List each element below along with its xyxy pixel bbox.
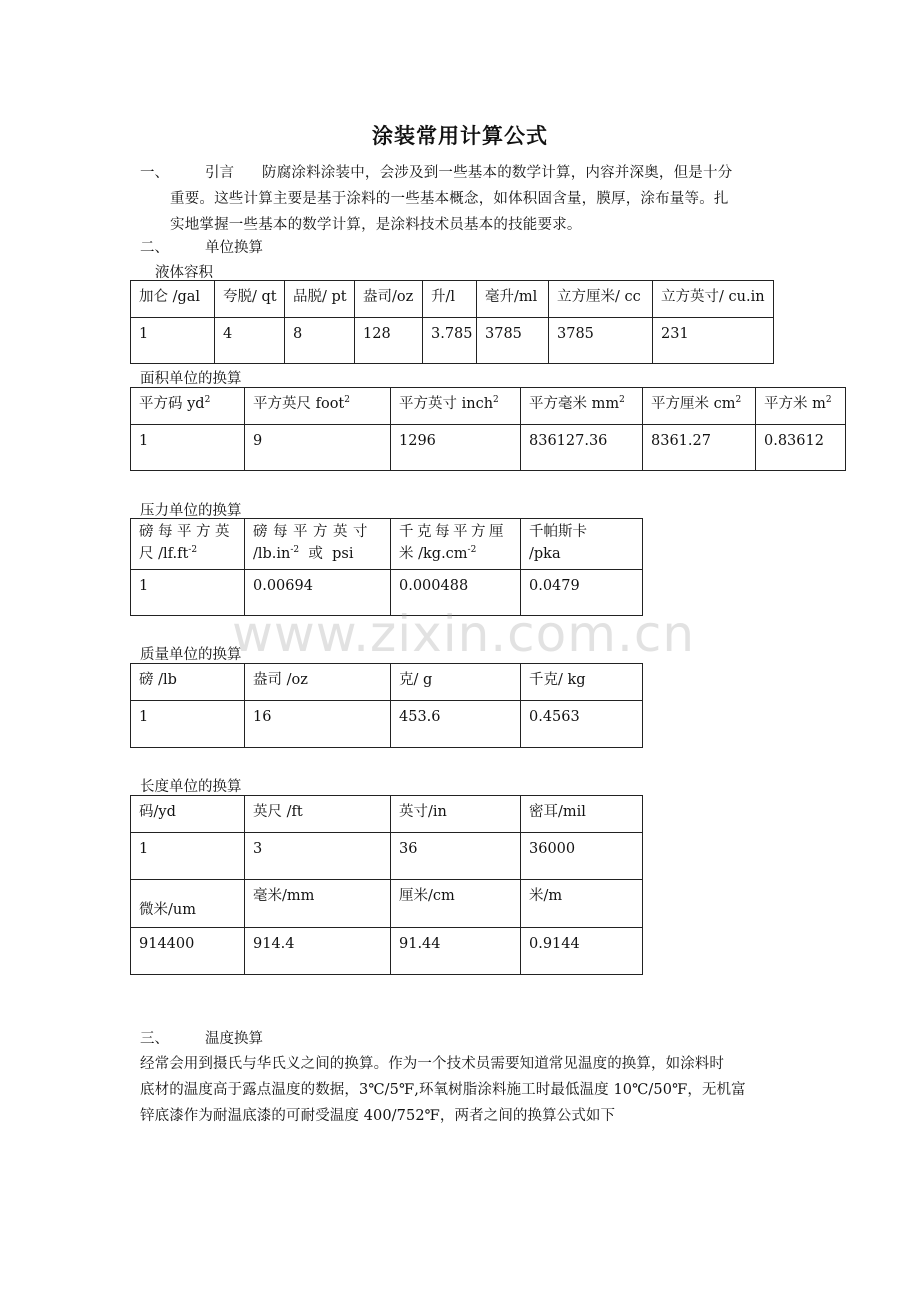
table-header-cell: 盎司/oz — [355, 281, 423, 318]
table-header-cell: 品脱/ pt — [285, 281, 355, 318]
table-cell: 16 — [245, 701, 391, 748]
table-header-cell: 平方英寸 inch$^2$ — [391, 388, 521, 425]
table-cell: 3785 — [549, 318, 653, 364]
table-header-cell: 磅每平方英 尺 $/lf.ft^{-2}$ — [131, 519, 245, 570]
table-header-cell: 克/ g — [391, 664, 521, 701]
section-heading: 单位换算 — [205, 240, 263, 256]
table-cell: 1 — [131, 701, 245, 748]
table-cell: 231 — [653, 318, 774, 364]
paragraph-line: 底材的温度高于露点温度的数据，3℃/5℉,环氧树脂涂料施工时最低温度 10℃/50℉，无机富 — [140, 1082, 746, 1098]
table-cell: 4 — [215, 318, 285, 364]
table-header-cell: 英尺 /ft — [245, 796, 391, 833]
section-heading: 温度换算 — [205, 1031, 263, 1047]
table-header-cell: 码/yd — [131, 796, 245, 833]
table-cell: 3785 — [477, 318, 549, 364]
table-cell: 0.0479 — [521, 570, 643, 616]
table-cell: 8361.27 — [643, 425, 756, 471]
section-number: 二、 — [140, 240, 169, 256]
table-header-cell: 平方厘米 $cm^2$ — [643, 388, 756, 425]
document-title: 涂装常用计算公式 — [372, 124, 548, 148]
table-caption: 长度单位的换算 — [140, 779, 242, 795]
table-cell: 3.785 — [423, 318, 477, 364]
table-cell: 0.000488 — [391, 570, 521, 616]
table-cell: 0.9144 — [521, 928, 643, 975]
paragraph-line: 经常会用到摄氏与华氏义之间的换算。作为一个技术员需要知道常见温度的换算，如涂料时 — [140, 1056, 724, 1072]
length-table — [130, 795, 643, 975]
table-header-cell: 夸脱/ qt — [215, 281, 285, 318]
table-cell: 1 — [131, 833, 245, 880]
table-cell: 1 — [131, 570, 245, 616]
table-header-cell: 千克每平方厘 米 $/kg.cm^{-2}$ — [391, 519, 521, 570]
table-cell: 8 — [285, 318, 355, 364]
section-number: 一、 — [140, 165, 169, 181]
table-cell: 914400 — [131, 928, 245, 975]
table-header-cell: 平方毫米 $mm^2$ — [521, 388, 643, 425]
table-cell: 9 — [245, 425, 391, 471]
table-cell: 91.44 — [391, 928, 521, 975]
table-cell: 0.83612 — [756, 425, 846, 471]
table-header-cell: 毫米/mm — [245, 880, 391, 928]
section-number: 三、 — [140, 1031, 169, 1047]
table-header-cell: 盎司 /oz — [245, 664, 391, 701]
table-header-cell: 加仑 /gal — [131, 281, 215, 318]
table-header-cell: 千帕斯卡 /pka — [521, 519, 643, 570]
table-header-cell: 厘米/cm — [391, 880, 521, 928]
table-header-cell: 平方码 $yd^2$ — [131, 388, 245, 425]
paragraph-line: 锌底漆作为耐温底漆的可耐受温度 400/752℉，两者之间的换算公式如下 — [140, 1108, 616, 1124]
table-header-cell: 平方英尺 foot$^2$ — [245, 388, 391, 425]
table-cell: 36000 — [521, 833, 643, 880]
paragraph-line: 实地掌握一些基本的数学计算，是涂料技术员基本的技能要求。 — [170, 217, 582, 233]
table-header-cell: 立方英寸/ cu.in — [653, 281, 774, 318]
table-header-cell: 磅 /lb — [131, 664, 245, 701]
table-cell: 914.4 — [245, 928, 391, 975]
table-caption: 液体容积 — [155, 265, 213, 281]
table-header-cell: 磅每平方英寸 $/lb.in^{-2}$ 或 psi — [245, 519, 391, 570]
table-cell: 1296 — [391, 425, 521, 471]
table-cell: 1 — [131, 318, 215, 364]
area-table — [130, 387, 846, 471]
table-header-cell: 微米/um — [131, 880, 245, 928]
table-cell: 453.6 — [391, 701, 521, 748]
table-header-cell: 米/m — [521, 880, 643, 928]
table-cell: 0.00694 — [245, 570, 391, 616]
table-cell: 0.4563 — [521, 701, 643, 748]
liquid-volume-table — [130, 280, 774, 364]
table-header-cell: 英寸/in — [391, 796, 521, 833]
pressure-table — [130, 518, 643, 616]
table-header-cell: 平方米 $m^2$ — [756, 388, 846, 425]
table-header-cell: 立方厘米/ cc — [549, 281, 653, 318]
table-header-cell: 毫升/ml — [477, 281, 549, 318]
table-caption: 压力单位的换算 — [140, 503, 242, 519]
section-heading: 引言 — [205, 165, 234, 181]
table-cell: 836127.36 — [521, 425, 643, 471]
table-cell: 128 — [355, 318, 423, 364]
table-header-cell: 密耳/mil — [521, 796, 643, 833]
watermark: www.zixin.com.cn — [232, 605, 696, 663]
paragraph-line: 重要。这些计算主要是基于涂料的一些基本概念，如体积固含量，膜厚，涂布量等。扎 — [170, 191, 729, 207]
table-caption: 质量单位的换算 — [140, 647, 242, 663]
table-cell: 36 — [391, 833, 521, 880]
mass-table — [130, 663, 643, 748]
table-cell: 3 — [245, 833, 391, 880]
table-header-cell: 升/l — [423, 281, 477, 318]
table-caption: 面积单位的换算 — [140, 371, 242, 387]
paragraph-line: 防腐涂料涂装中，会涉及到一些基本的数学计算，内容并深奥，但是十分 — [262, 165, 733, 181]
table-cell: 1 — [131, 425, 245, 471]
table-header-cell: 千克/ kg — [521, 664, 643, 701]
